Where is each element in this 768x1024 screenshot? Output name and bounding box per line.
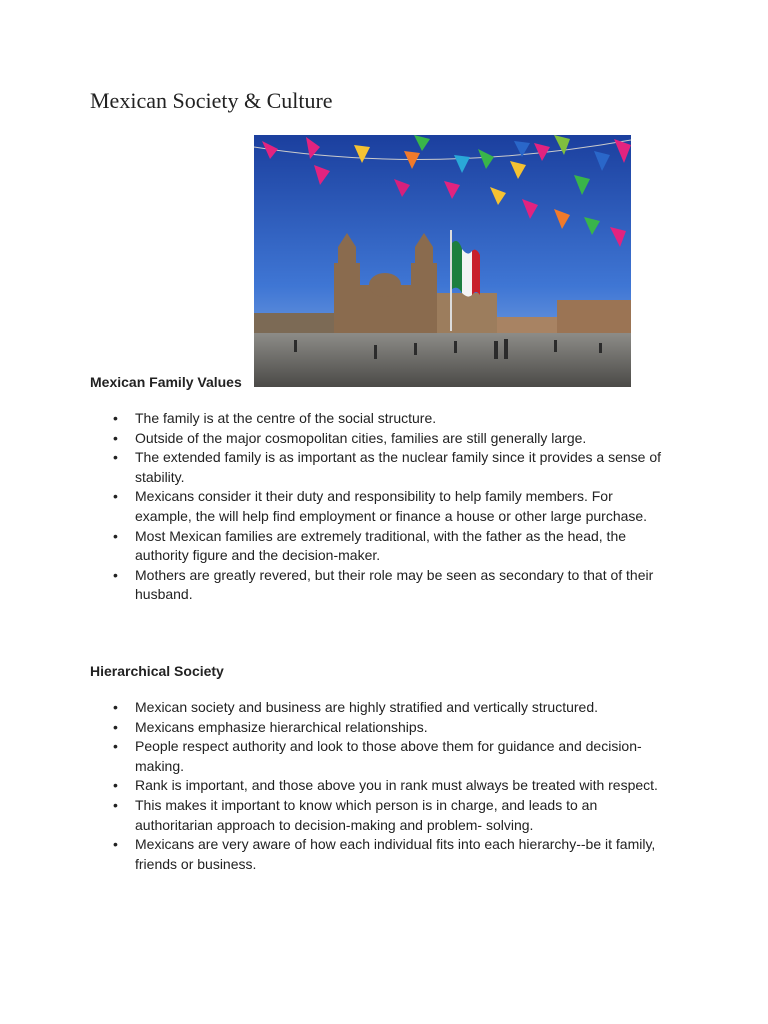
plaza-ground xyxy=(254,333,631,387)
list-item: • Mexicans are very aware of how each individual fits into each hierarchy--be it family, friends or business. xyxy=(90,835,670,874)
list-item: • Mexicans consider it their duty and responsibility to help family members. For example, the will help find employment or finance a house or other large purchase. xyxy=(90,487,670,526)
list-item: • The extended family is as important as the nuclear family since it provides a sense of stability. xyxy=(90,448,670,487)
list-item: • This makes it important to know which person is in charge, and leads to an authoritarian approach to decision-making and problem- solving. xyxy=(90,796,670,835)
zocalo-photo xyxy=(254,135,631,387)
list-item: • The family is at the centre of the social structure. xyxy=(90,409,670,429)
list-item: • Rank is important, and those above you in rank must always be treated with respect. xyxy=(90,776,670,796)
family-values-list xyxy=(90,409,670,605)
page-title: Mexican Society & Culture xyxy=(90,88,333,113)
list-item: • Outside of the major cosmopolitan cities, families are still generally large. xyxy=(90,429,670,449)
hierarchical-society-heading: Hierarchical Society xyxy=(90,663,224,679)
list-item: • Most Mexican families are extremely traditional, with the father as the head, the authority figure and the decision-maker. xyxy=(90,527,670,566)
hierarchical-society-list xyxy=(90,698,670,874)
list-item: • Mexican society and business are highly stratified and vertically structured. xyxy=(90,698,670,718)
list-item: • Mothers are greatly revered, but their role may be seen as secondary to that of their husband. xyxy=(90,566,670,605)
family-values-heading: Mexican Family Values xyxy=(90,374,242,390)
list-item: • Mexicans emphasize hierarchical relationships. xyxy=(90,718,670,738)
list-item: • People respect authority and look to those above them for guidance and decision-making. xyxy=(90,737,670,776)
